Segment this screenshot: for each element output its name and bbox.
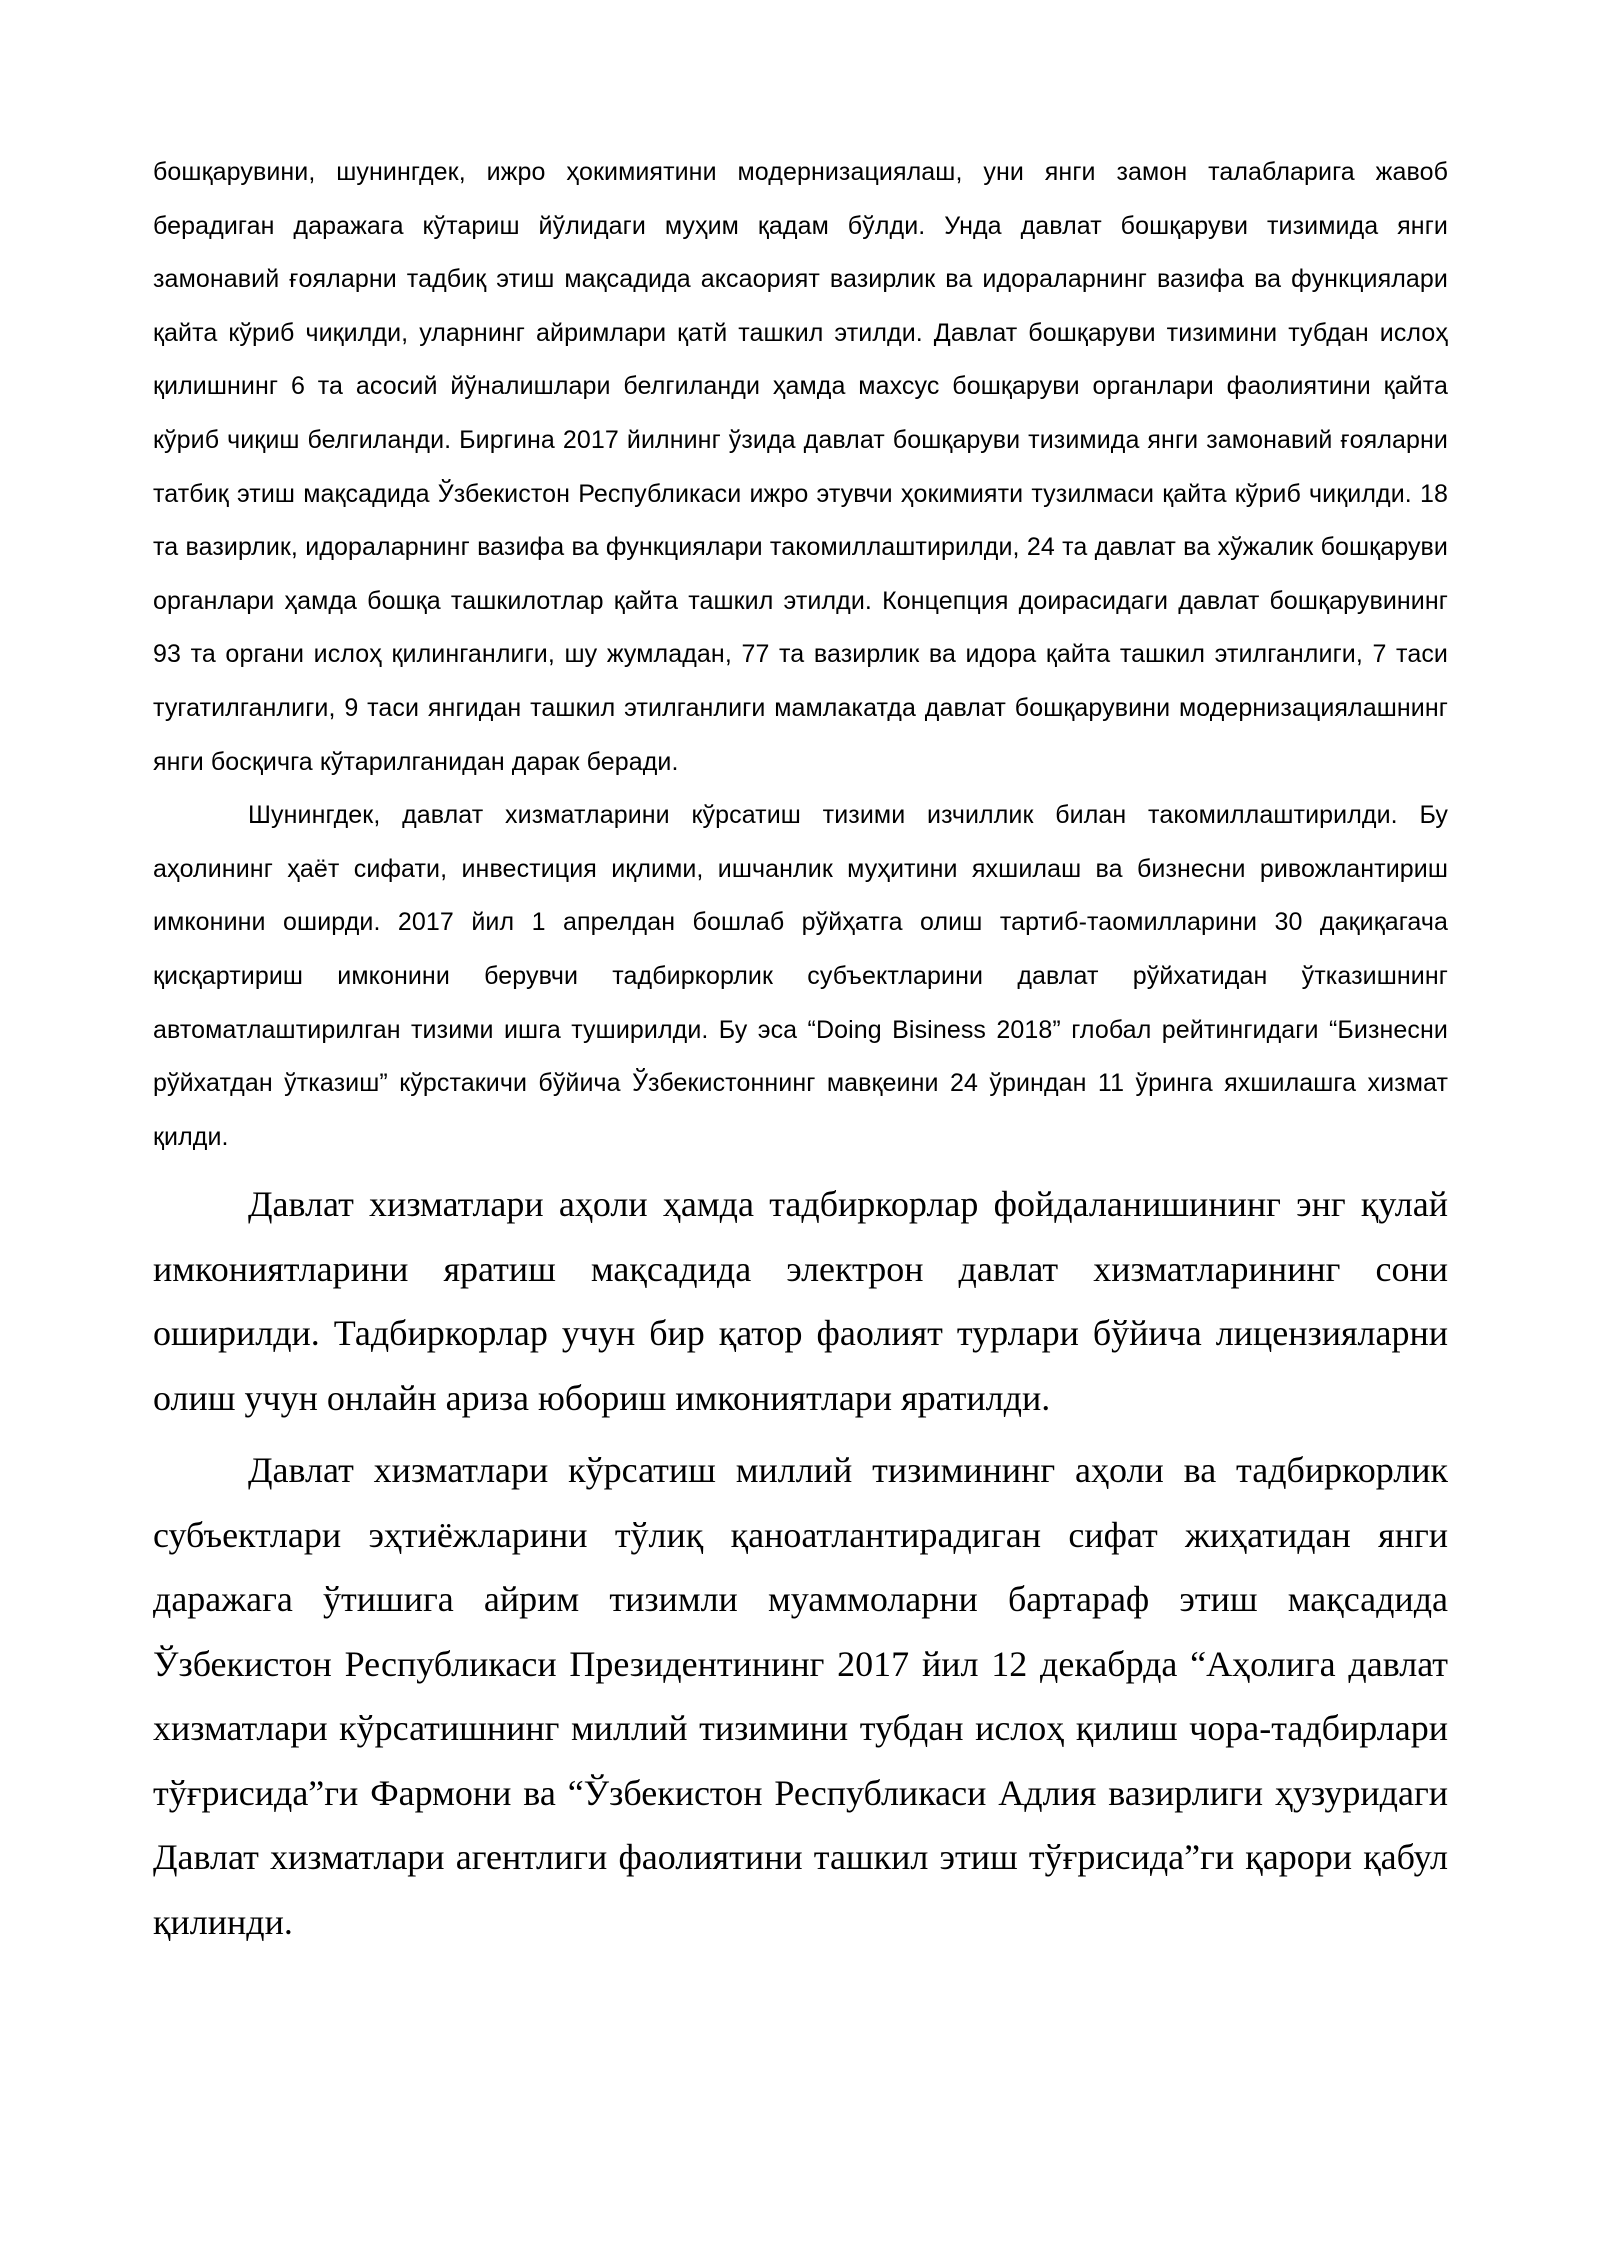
paragraph-electronic-services: Давлат хизматлари аҳоли ҳамда тадбиркорлар фойдаланишининг энг қулай имкониятларини яратиш мақсадида электрон давлат хизматларининг сони оширилди. Тадбиркорлар учун бир қатор фаолият турлари бўйича лицензияларни олиш учун онлайн ариза юбориш имкониятлари яратилди. xyxy=(153,1184,1448,1418)
document-body xyxy=(153,146,1448,1954)
paragraph-services: Шунингдек, давлат хизматларини кўрсатиш тизими изчиллик билан такомиллаштирилди. Бу аҳолининг ҳаёт сифати, инвестиция иқлими, ишчанлик муҳитини яхшилаш ва бизнесни ривожлантириш имконини оширди. 2017 йил 1 апрелдан бошлаб рўйҳатга олиш тартиб-таомилларини 30 дақиқагача қисқартириш имконини берувчи тадбиркорлик субъектларини давлат рўйхатидан ўтказишнинг автоматлаштирилган тизими ишга туширилди. Бу эса “Doing Bisiness 2018” глобал рейтингидаги “Бизнесни рўйхатдан ўтказиш” кўрстакичи бўйича Ўзбекистоннинг мавқеини 24 ўриндан 11 ўринга яхшилашга хизмат қилди. xyxy=(153,801,1448,1151)
paragraph-national-system: Давлат хизматлари кўрсатиш миллий тизимининг аҳоли ва тадбиркорлик субъектлари эҳтиёжларини тўлиқ қаноатлантирадиган сифат жиҳатидан янги даражага ўтишига айрим тизимли муаммоларни бартараф этиш мақсадида Ўзбекистон Республикаси Президентининг 2017 йил 12 декабрда “Аҳолига давлат хизматлари кўрсатишнинг миллий тизимини тубдан ислоҳ қилиш чора-тадбирлари тўғрисида”ги Фармони ва “Ўзбекистон Республикаси Адлия вазирлиги ҳузуридаги Давлат хизматлари агентлиги фаолиятини ташкил этиш тўғрисида”ги қарори қабул қилинди. xyxy=(153,1450,1448,1942)
paragraph-continuation: бошқарувини, шунингдек, ижро ҳокимиятини модернизациялаш, уни янги замон талабларига жавоб берадиган даражага кўтариш йўлидаги муҳим қадам бўлди. Унда давлат бошқаруви тизимида янги замонавий ғояларни тадбиқ этиш мақсадида аксаорият вазирлик ва идораларнинг вазифа ва функциялари қайта кўриб чиқилди, уларнинг айримлари қатй ташкил этилди. Давлат бошқаруви тизимини тубдан ислоҳ қилишнинг 6 та асосий йўналишлари белгиланди ҳамда махсус бошқаруви органлари фаолиятини қайта кўриб чиқиш белгиланди. Биргина 2017 йилнинг ўзида давлат бошқаруви тизимида янги замонавий ғояларни татбиқ этиш мақсадида Ўзбекистон Республикаси ижро этувчи ҳокимияти тузилмаси қайта кўриб чиқилди. 18 та вазирлик, идораларнинг вазифа ва функциялари такомиллаштирилди, 24 та давлат ва хўжалик бошқаруви органлари ҳамда бошқа ташкилотлар қайта ташкил этилди. Концепция доирасидаги давлат бошқарувининг 93 та органи ислоҳ қилинганлиги, шу жумладан, 77 та вазирлик ва идора қайта ташкил этилганлиги, 7 таси тугатилганлиги, 9 таси янгидан ташкил этилганлиги мамлакатда давлат бошқарувини модернизациялашнинг янги босқичга кўтарилганидан дарак беради. xyxy=(153,158,1448,776)
